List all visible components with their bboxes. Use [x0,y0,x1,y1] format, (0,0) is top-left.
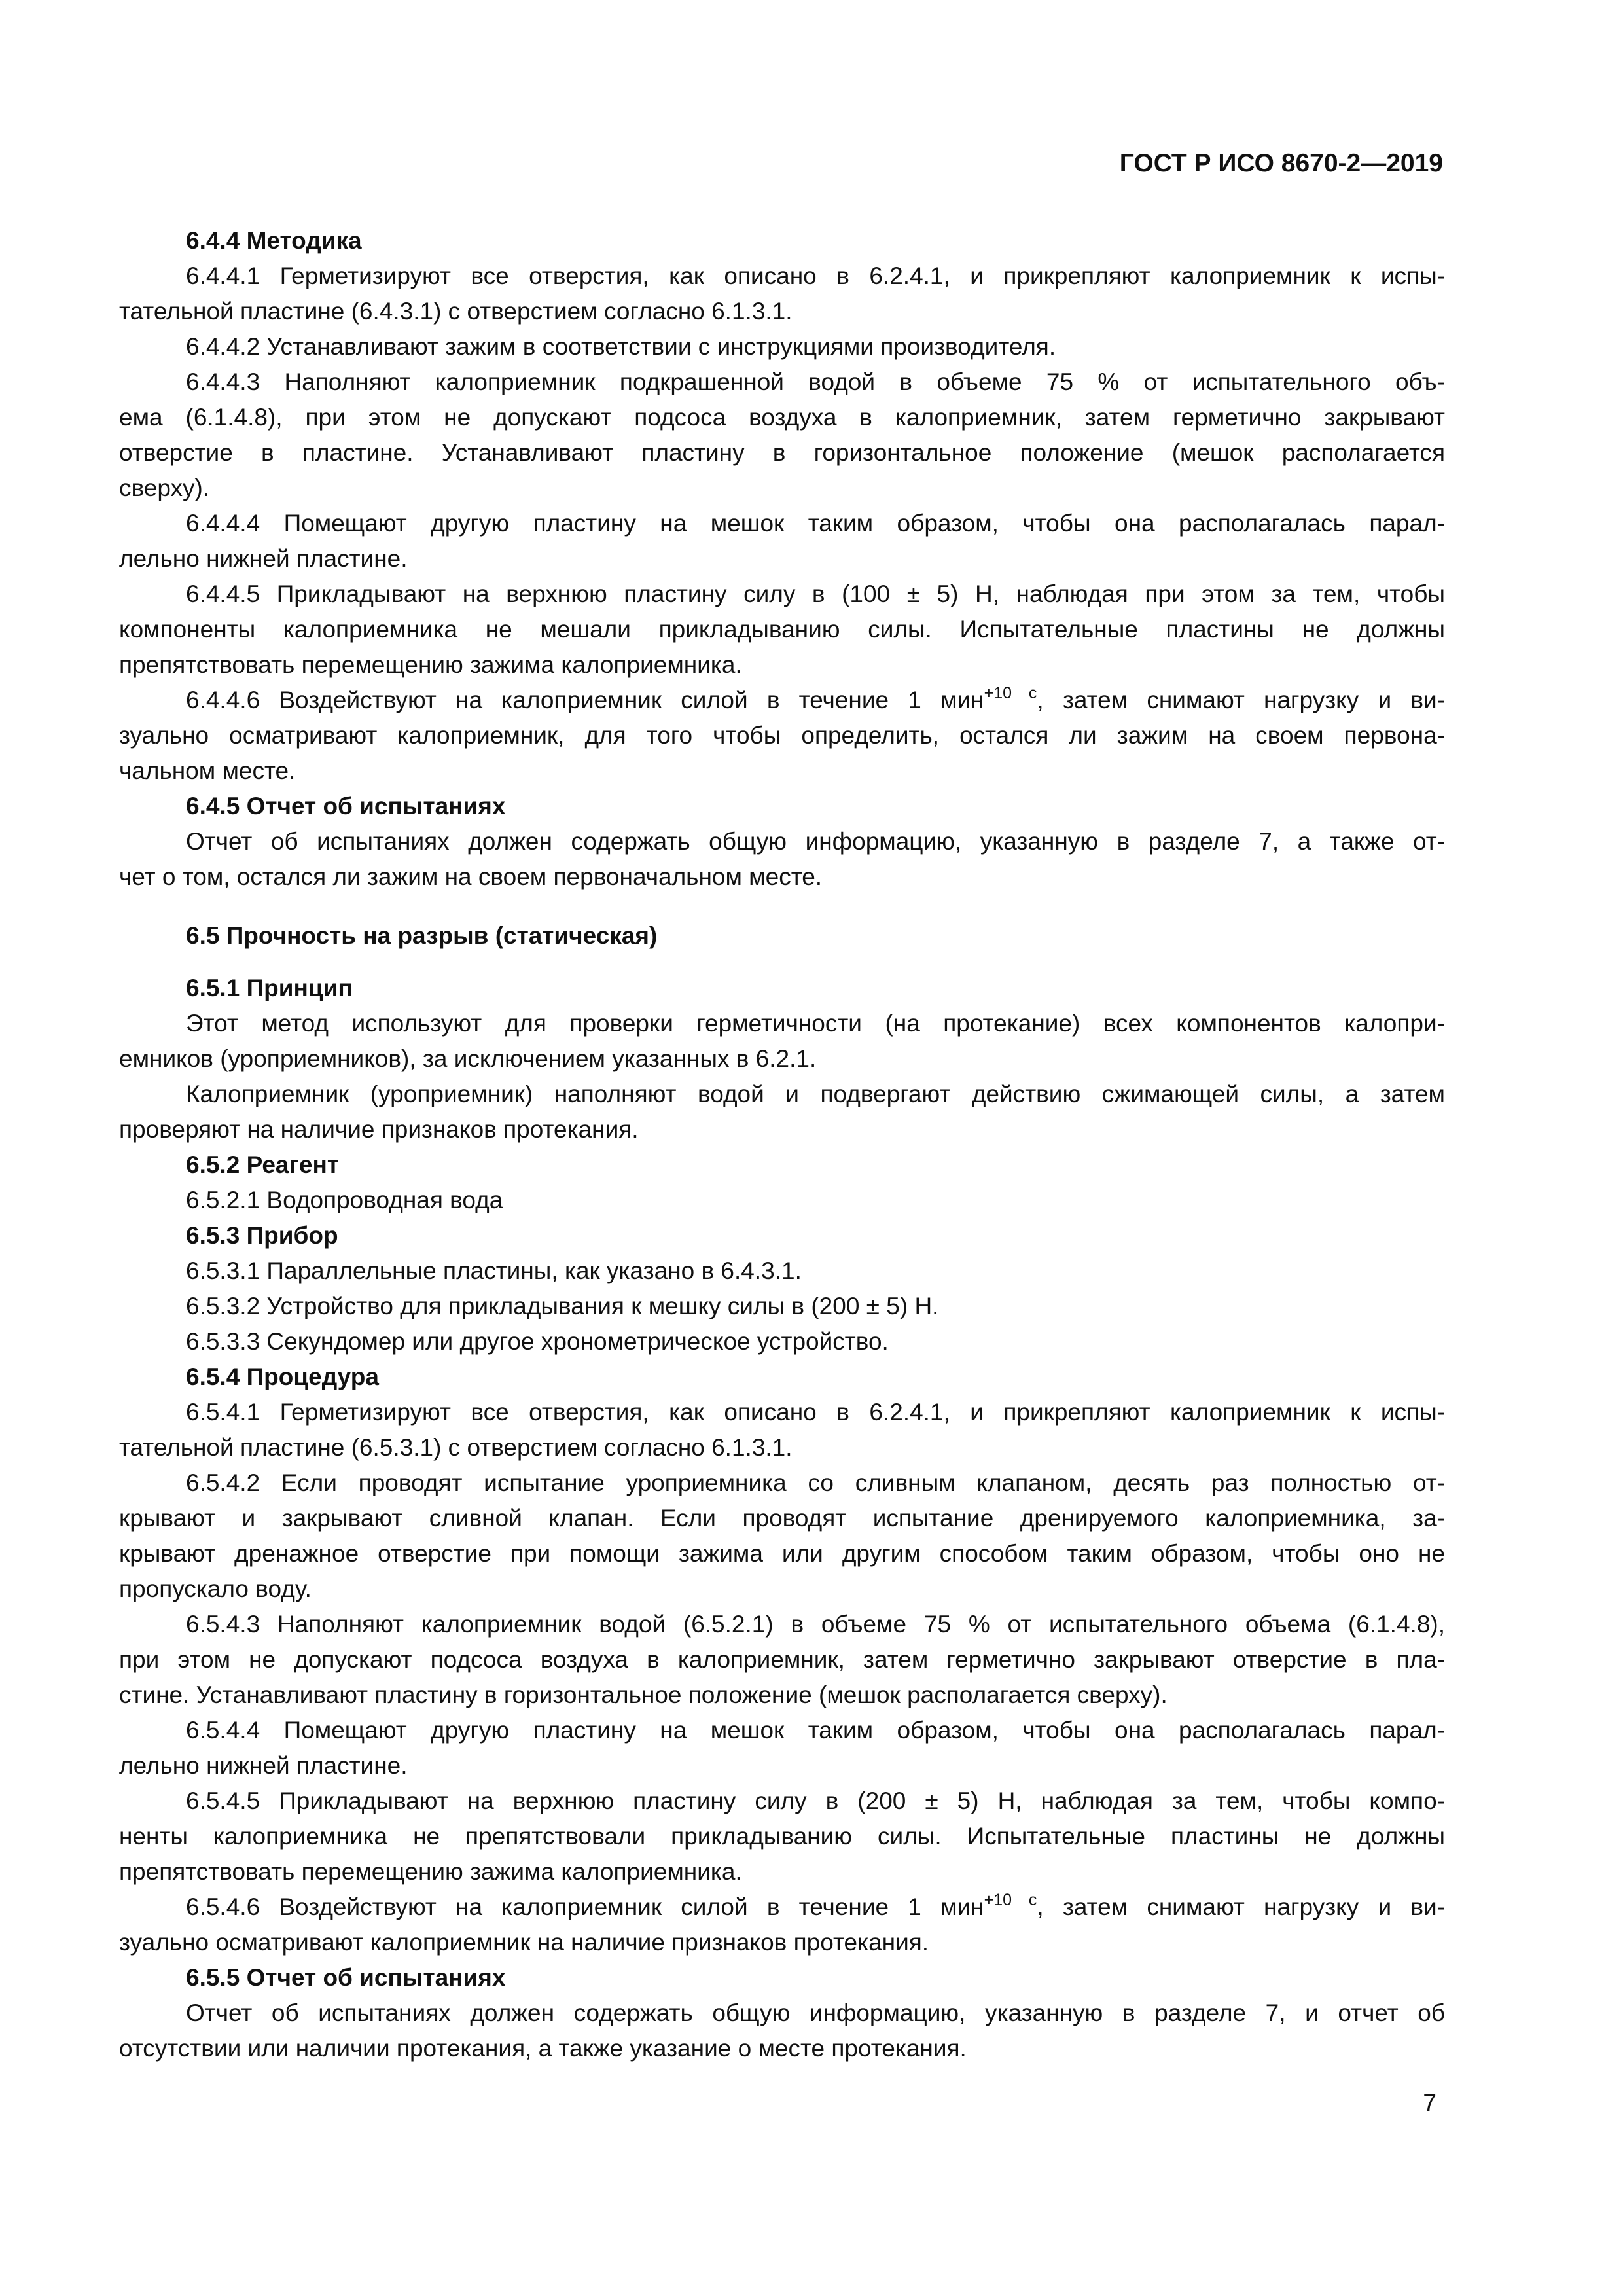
paragraph-line: 6.5.3.1 Параллельные пластины, как указано в 6.4.3.1. [186,1257,802,1284]
paragraph-line: 6.5.4.3 Наполняют калоприемник водой (6.5.2.1) в объеме 75 % от испытательного объема (6.1.4.8), [186,1611,1445,1638]
paragraph-line-with-superscript [186,1890,1445,1924]
paragraph-line: Калоприемник (уроприемник) наполняют водой и подвергают действию сжимающей силы, а затем [186,1081,1445,1107]
line-text: 6.5.4.6 Воздействуют на калоприемник силой в течение 1 мин [186,1893,984,1920]
section-heading-6-5-3: 6.5.3 Прибор [186,1222,338,1249]
paragraph-line: Отчет об испытаниях должен содержать общую информацию, указанную в разделе 7, а также от- [186,828,1445,855]
paragraph-line: ема (6.1.4.8), при этом не допускают подсоса воздуха в калоприемник, затем герметично закрывают [119,404,1445,431]
paragraph-line: ненты калоприемника не препятствовали прикладыванию силы. Испытательные пластины не должны [119,1823,1445,1850]
time-tolerance-superscript: +10 с [984,684,1037,702]
line-text: , затем снимают нагрузку и ви- [1037,687,1445,713]
paragraph-line-with-superscript [186,683,1445,717]
paragraph-line: емников (уроприемников), за исключением указанных в 6.2.1. [119,1045,817,1072]
paragraph-line: 6.4.4.1 Герметизируют все отверстия, как описано в 6.2.4.1, и прикрепляют калоприемник к испы- [186,262,1445,289]
paragraph-line: 6.5.3.2 Устройство для прикладывания к мешку силы в (200 ± 5) Н. [186,1293,939,1319]
paragraph-line: препятствовать перемещению зажима калоприемника. [119,1858,742,1885]
line-text: 6.4.4.6 Воздействуют на калоприемник силой в течение 1 мин [186,687,984,713]
line-text: , затем снимают нагрузку и ви- [1037,1893,1445,1920]
paragraph-line: лельно нижней пластине. [119,545,408,572]
section-heading-6-5-1: 6.5.1 Принцип [186,975,353,1001]
paragraph-line: крывают дренажное отверстие при помощи зажима или другим способом таким образом, чтобы оно не [119,1540,1445,1567]
paragraph-line: 6.4.4.2 Устанавливают зажим в соответствии с инструкциями производителя. [186,333,1056,360]
paragraph-line: стине. Устанавливают пластину в горизонтальное положение (мешок располагается сверху). [119,1681,1168,1708]
paragraph-line: чет о том, остался ли зажим на своем первоначальном месте. [119,863,823,890]
paragraph-line: сверху). [119,475,210,501]
paragraph-line: при этом не допускают подсоса воздуха в калоприемник, затем герметично закрывают отверстие в пла- [119,1646,1445,1673]
paragraph-line: Отчет об испытаниях должен содержать общую информацию, указанную в разделе 7, и отчет об [186,2000,1445,2026]
time-tolerance-superscript: +10 с [984,1891,1037,1909]
paragraph-line: 6.5.3.3 Секундомер или другое хронометрическое устройство. [186,1328,889,1355]
paragraph-line: крывают и закрывают сливной клапан. Если проводят испытание дренируемого калоприемника, за- [119,1505,1445,1532]
section-heading-6-5: 6.5 Прочность на разрыв (статическая) [186,922,658,949]
paragraph-line: пропускало воду. [119,1575,312,1602]
paragraph-line: зуально осматривают калоприемник на наличие признаков протекания. [119,1929,929,1956]
paragraph-line: 6.4.4.3 Наполняют калоприемник подкрашенной водой в объеме 75 % от испытательного объ- [186,368,1445,395]
section-heading-6-4-5: 6.4.5 Отчет об испытаниях [186,793,506,819]
section-heading-6-5-2: 6.5.2 Реагент [186,1151,339,1178]
section-heading-6-5-5: 6.5.5 Отчет об испытаниях [186,1964,506,1991]
paragraph-line: 6.5.4.1 Герметизируют все отверстия, как описано в 6.2.4.1, и прикрепляют калоприемник к испы- [186,1399,1445,1426]
paragraph-line: препятствовать перемещению зажима калоприемника. [119,651,742,678]
section-heading-6-4-4: 6.4.4 Методика [186,227,362,254]
paragraph-line: отсутствии или наличии протекания, а также указание о месте протекания. [119,2035,967,2062]
standard-id-header: ГОСТ Р ИСО 8670-2—2019 [1119,149,1443,177]
paragraph-line: зуально осматривают калоприемник, для того чтобы определить, остался ли зажим на своем первона- [119,722,1445,749]
paragraph-line: тательной пластине (6.4.3.1) с отверстием согласно 6.1.3.1. [119,298,793,325]
paragraph-line: 6.4.4.5 Прикладывают на верхнюю пластину силу в (100 ± 5) Н, наблюдая при этом за тем, чтобы [186,581,1445,607]
paragraph-line: 6.5.4.4 Помещают другую пластину на мешок таким образом, чтобы она располагалась парал- [186,1717,1445,1744]
paragraph-line: чальном месте. [119,757,296,784]
paragraph-line: компоненты калоприемника не мешали прикладыванию силы. Испытательные пластины не должны [119,616,1445,643]
paragraph-line: проверяют на наличие признаков протекания. [119,1116,639,1143]
paragraph-line: Этот метод используют для проверки герметичности (на протекание) всех компонентов калопри- [186,1010,1445,1037]
paragraph-line: 6.5.2.1 Водопроводная вода [186,1187,503,1213]
paragraph-line: тательной пластине (6.5.3.1) с отверстием согласно 6.1.3.1. [119,1434,793,1461]
paragraph-line: отверстие в пластине. Устанавливают пластину в горизонтальное положение (мешок располагается [119,439,1445,466]
paragraph-line: 6.5.4.5 Прикладывают на верхнюю пластину силу в (200 ± 5) Н, наблюдая за тем, чтобы компо- [186,1787,1445,1814]
section-heading-6-5-4: 6.5.4 Процедура [186,1363,379,1390]
paragraph-line: лельно нижней пластине. [119,1752,408,1779]
page-number: 7 [1423,2089,1436,2116]
paragraph-line: 6.5.4.2 Если проводят испытание уроприемника со сливным клапаном, десять раз полностью от- [186,1469,1445,1496]
paragraph-line: 6.4.4.4 Помещают другую пластину на мешок таким образом, чтобы она располагалась парал- [186,510,1445,537]
